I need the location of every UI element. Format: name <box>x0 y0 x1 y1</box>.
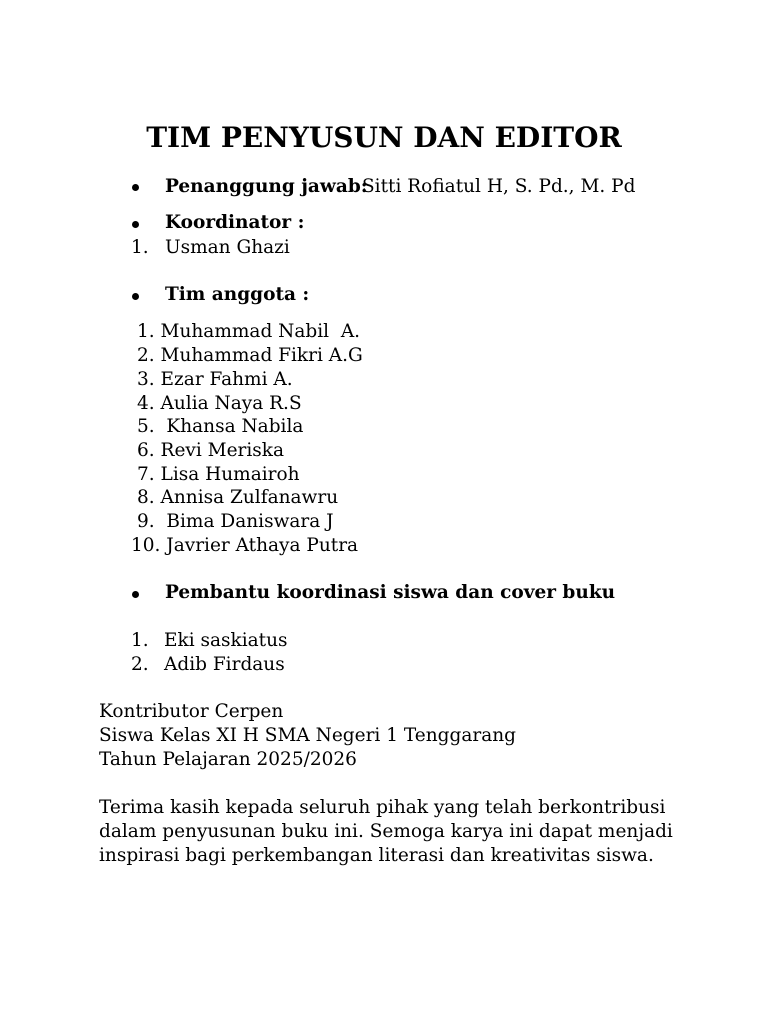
list-item: 2. Muhammad Fikri A.G <box>137 345 363 366</box>
bullet-icon <box>132 184 139 191</box>
koordinator-item-name: Usman Ghazi <box>165 237 290 258</box>
list-item: 6. Revi Meriska <box>137 440 285 461</box>
list-item: 3. Ezar Fahmi A. <box>137 369 293 390</box>
list-item: 8. Annisa Zulfanawru <box>137 487 339 508</box>
list-item: 7. Lisa Humairoh <box>137 464 300 485</box>
list-item: 4. Aulia Naya R.S <box>137 393 302 414</box>
kontributor-line: Tahun Pelajaran 2025/2026 <box>99 749 357 770</box>
pembantu-item-name: Eki saskiatus <box>164 630 288 651</box>
penanggung-label: Penanggung jawab: <box>165 176 368 197</box>
penanggung-value: Sitti Rofiatul H, S. Pd., M. Pd <box>362 176 636 197</box>
pembantu-label: Pembantu koordinasi siswa dan cover buku <box>165 582 616 603</box>
closing-line: inspirasi bagi perkembangan literasi dan kreativitas siswa. <box>99 845 654 866</box>
tim-anggota-label: Tim anggota : <box>165 284 310 305</box>
koordinator-label: Koordinator : <box>165 212 305 233</box>
list-item: 9. Bima Daniswara J <box>137 511 334 532</box>
pembantu-item-number: 1. <box>131 630 149 651</box>
closing-line: dalam penyusunan buku ini. Semoga karya ini dapat menjadi <box>99 821 673 842</box>
bullet-icon <box>132 293 139 300</box>
list-item: 1. Muhammad Nabil A. <box>137 321 361 342</box>
koordinator-item-number: 1. <box>131 237 149 258</box>
pembantu-item-number: 2. <box>131 654 149 675</box>
kontributor-line: Siswa Kelas XI H SMA Negeri 1 Tenggarang <box>99 725 516 746</box>
pembantu-item-name: Adib Firdaus <box>164 654 285 675</box>
page-title: TIM PENYUSUN DAN EDITOR <box>146 121 622 154</box>
list-item: 10. Javrier Athaya Putra <box>131 535 359 556</box>
closing-line: Terima kasih kepada seluruh pihak yang telah berkontribusi <box>99 797 666 818</box>
list-item: 5. Khansa Nabila <box>137 416 304 437</box>
bullet-icon <box>132 221 139 228</box>
kontributor-line: Kontributor Cerpen <box>99 701 284 722</box>
bullet-icon <box>132 591 139 598</box>
